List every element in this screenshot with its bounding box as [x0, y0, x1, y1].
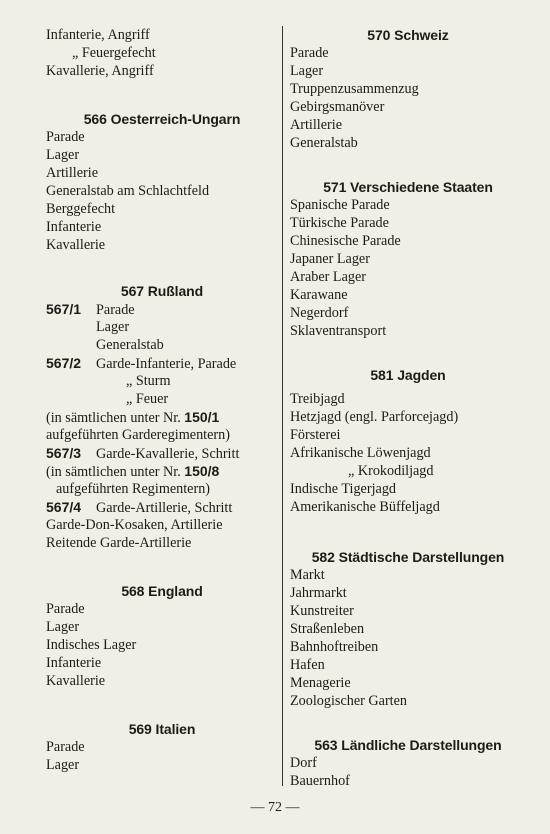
list-item: Treibjagd [290, 391, 345, 407]
list-item: Gebirgsmanöver [290, 99, 385, 115]
section-heading-582: 582 Städtische Darstellungen [311, 549, 505, 565]
list-item: Afrikanische Löwenjagd [290, 445, 431, 461]
list-item: Kavallerie [46, 237, 106, 253]
section-heading-581: 581 Jagden [370, 367, 446, 383]
list-item: Generalstab [96, 337, 164, 353]
list-item: „ Feuer [126, 391, 169, 407]
list-item: Spanische Parade [290, 197, 390, 213]
list-item: Araber Lager [290, 269, 367, 285]
list-item: Parade [46, 601, 85, 617]
list-item: Indische Tigerjagd [290, 481, 397, 497]
list-item: Hetzjagd (engl. Parforcejagd) [290, 409, 459, 425]
item-number: 567/4 [46, 499, 82, 515]
item-number: 567/2 [46, 355, 82, 371]
list-item: Zoologischer Garten [290, 693, 408, 709]
list-item: Kavallerie, Angriff [46, 63, 154, 79]
note-line: aufgeführten Garderegimentern) [46, 427, 230, 443]
list-item: Infanterie [46, 219, 102, 235]
list-item: Markt [290, 567, 325, 583]
note-line: aufgeführten Regimentern) [56, 481, 211, 497]
list-item: Kavallerie [46, 673, 106, 689]
list-item: Chinesische Parade [290, 233, 401, 249]
note-line: (in sämtlichen unter Nr. 150/1 [46, 409, 220, 426]
column-divider [282, 26, 283, 786]
list-item: Lager [46, 147, 80, 163]
list-item: Bauernhof [290, 773, 350, 789]
list-item: Infanterie, Angriff [46, 27, 150, 43]
section-heading-568: 568 England [121, 583, 203, 599]
list-item: Japaner Lager [290, 251, 370, 267]
list-item: Truppenzusammenzug [290, 81, 419, 97]
list-item: Dorf [290, 755, 317, 771]
list-item: Generalstab [290, 135, 358, 151]
list-item: 567/1 Parade [46, 301, 135, 318]
list-item: Straßenleben [290, 621, 365, 637]
list-item: Försterei [290, 427, 341, 443]
list-item: 567/3 Garde-Kavallerie, Schritt [46, 445, 240, 462]
list-item: Hafen [290, 657, 325, 673]
item-number: 567/1 [46, 301, 82, 317]
list-item: Sklaventransport [290, 323, 387, 339]
list-item: 567/2 Garde-Infanterie, Parade [46, 355, 237, 372]
list-item: Lager [46, 757, 80, 773]
list-item: Amerikanische Büffeljagd [290, 499, 440, 515]
list-item: „ Sturm [126, 373, 171, 389]
page-number: — 72 — [250, 800, 300, 815]
list-item: Berggefecht [46, 201, 116, 217]
list-item: Menagerie [290, 675, 351, 691]
list-item: Türkische Parade [290, 215, 389, 231]
list-item: Bahnhoftreiben [290, 639, 379, 655]
list-item: „ Feuergefecht [72, 45, 156, 61]
list-item: Lager [290, 63, 324, 79]
list-item: Generalstab am Schlachtfeld [46, 183, 210, 199]
list-item: Artillerie [46, 165, 98, 181]
left-column [46, 26, 278, 774]
list-item: Negerdorf [290, 305, 349, 321]
list-item: Lager [46, 619, 80, 635]
list-item: Jahrmarkt [290, 585, 347, 601]
list-item: Infanterie [46, 655, 102, 671]
list-item: Reitende Garde-Artillerie [46, 535, 192, 551]
list-item: 567/4 Garde-Artillerie, Schritt [46, 499, 233, 516]
list-item: Karawane [290, 287, 348, 303]
note-line: (in sämtlichen unter Nr. 150/8 [46, 463, 220, 480]
list-item: Lager [96, 319, 130, 335]
section-heading-571: 571 Verschiedene Staaten [323, 179, 493, 195]
list-item: Parade [46, 129, 85, 145]
right-column [290, 26, 526, 790]
list-item: Artillerie [290, 117, 342, 133]
section-heading-563: 563 Ländliche Darstellungen [314, 737, 502, 753]
list-item: Parade [290, 45, 329, 61]
item-number: 567/3 [46, 445, 82, 461]
section-heading-566: 566 Oesterreich-Ungarn [83, 111, 241, 127]
section-heading-567: 567 Rußland [120, 283, 204, 299]
list-item: Garde-Don-Kosaken, Artillerie [46, 517, 223, 533]
list-item: Parade [46, 739, 85, 755]
list-item: „ Krokodiljagd [348, 463, 434, 479]
section-heading-569: 569 Italien [128, 721, 196, 737]
list-item: Kunstreiter [290, 603, 354, 619]
section-heading-570: 570 Schweiz [367, 27, 449, 43]
list-item: Indisches Lager [46, 637, 137, 653]
